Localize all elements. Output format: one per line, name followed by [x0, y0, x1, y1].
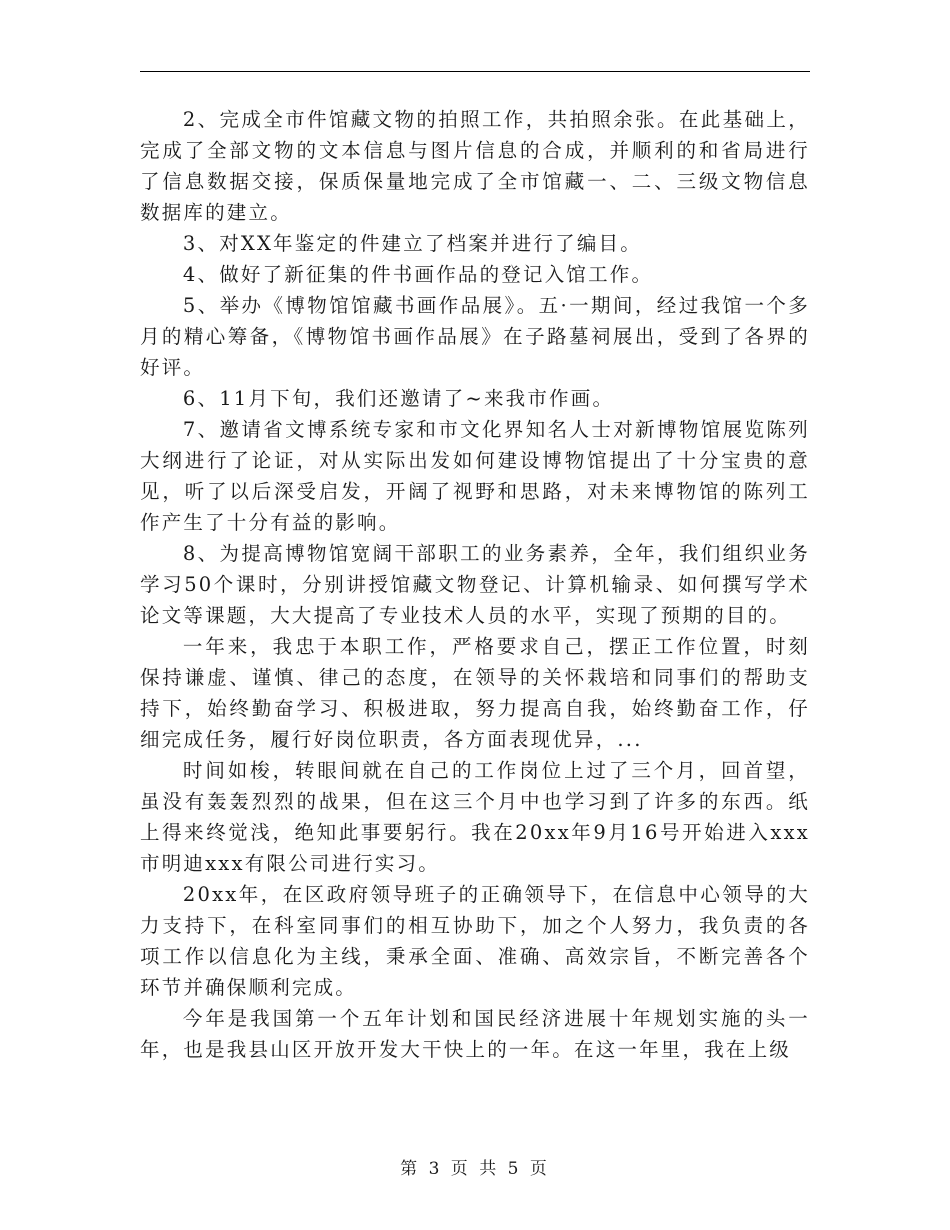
paragraph-item-6: 6、11月下旬，我们还邀请了~来我市作画。	[182, 387, 615, 410]
paragraph-item-4: 4、做好了新征集的件书画作品的登记入馆工作。	[182, 263, 654, 286]
paragraph-item-2: 2、完成全市件馆藏文物的拍照工作，共拍照余张。在此基础上，完成了全部文物的文本信息与图片信息的合成，并顺利的和省局进行了信息数据交接，保质保量地完成了全市馆藏一、二、三级文物信息数据库的建立。	[140, 108, 810, 224]
paragraph-item-3: 3、对XX年鉴定的件建立了档案并进行了编目。	[182, 232, 642, 255]
page-number-footer: 第 3 页 共 5 页	[400, 1159, 550, 1179]
paragraph-item-7: 7、邀请省文博系统专家和市文化界知名人士对新博物馆展览陈列大纲进行了论证，对从实际出发如何建设博物馆提出了十分宝贵的意见，听了以后深受启发，开阔了视野和思路，对未来博物馆的陈列工作产生了十分有益的影响。	[140, 418, 810, 534]
document-body	[140, 104, 810, 1065]
paragraph-item-5: 5、举办《博物馆馆藏书画作品展》。五·一期间，经过我馆一个多月的精心筹备，《博物馆书画作品展》在子路墓祠展出，受到了各界的好评。	[140, 294, 810, 379]
paragraph-five-year-plan: 今年是我国第一个五年计划和国民经济进展十年规划实施的头一年，也是我县山区开放开发大干快上的一年。在这一年里，我在上级	[140, 1007, 810, 1061]
header-rule	[140, 71, 810, 72]
paragraph-internship: 时间如梭，转眼间就在自己的工作岗位上过了三个月，回首望，虽没有轰轰烈烈的战果，但在这三个月中也学习到了许多的东西。纸上得来终觉浅，绝知此事要躬行。我在20xx年9月16号开始进入xxx市明迪xxx有限公司进行实习。	[140, 759, 810, 875]
paragraph-summary-year: 一年来，我忠于本职工作，严格要求自己，摆正工作位置，时刻保持谦虚、谨慎、律己的态度，在领导的关怀栽培和同事们的帮助支持下，始终勤奋学习、积极进取，努力提高自我，始终勤奋工作，仔细完成任务，履行好岗位职责，各方面表现优异，...	[140, 635, 810, 751]
paragraph-info-center: 20xx年，在区政府领导班子的正确领导下，在信息中心领导的大力支持下，在科室同事们的相互协助下，加之个人努力，我负责的各项工作以信息化为主线，秉承全面、准确、高效宗旨，不断完善各个环节并确保顺利完成。	[140, 883, 810, 999]
paragraph-item-8: 8、为提高博物馆宽阔干部职工的业务素养，全年，我们组织业务学习50个课时，分别讲授馆藏文物登记、计算机输录、如何撰写学术论文等课题，大大提高了专业技术人员的水平，实现了预期的目的。	[140, 542, 810, 627]
